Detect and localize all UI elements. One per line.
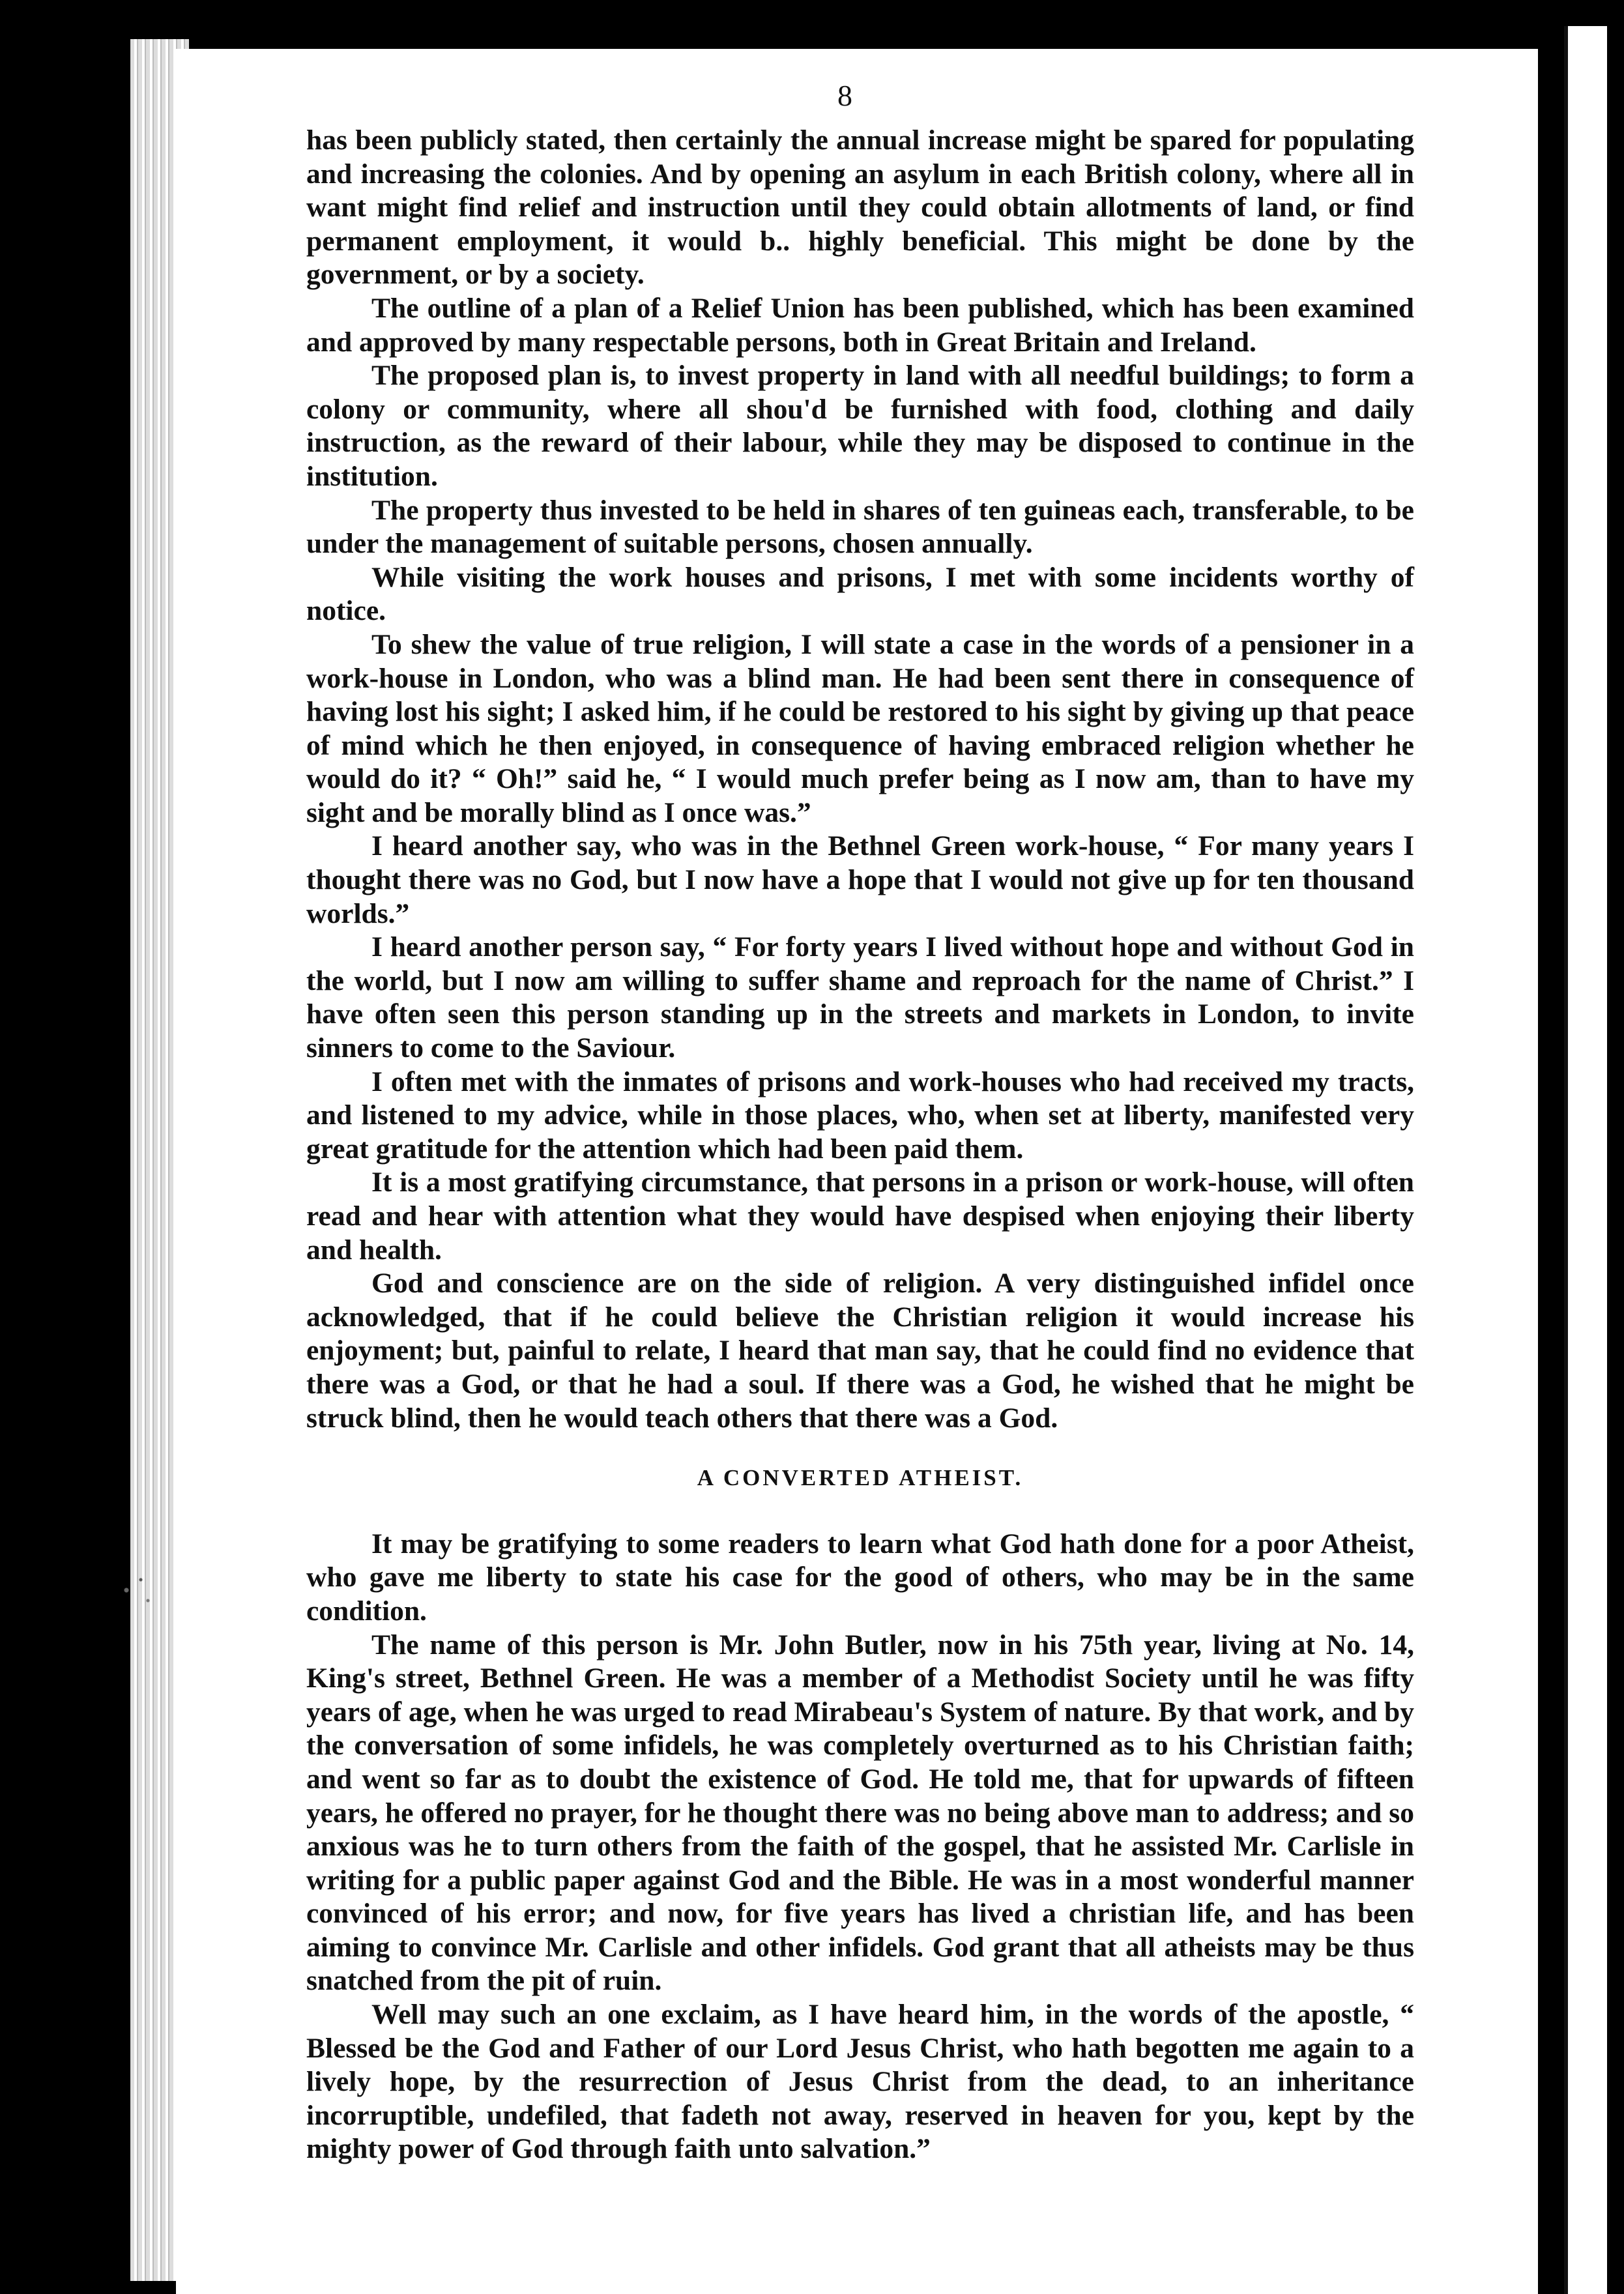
paragraph: has been publicly stated, then certainly the annual increase might be spared for populating and increasing the colonies. And by opening an asylum in each British colony, where all in want might find relief and instruction until they could obtain allotments of land, or find permanent employment, it would b.. highly beneficial. This might be done by the government, or by a society. xyxy=(306,124,1414,291)
paragraph: The property thus invested to be held in shares of ten guineas each, transferable, to be under the management of suitable persons, chosen annually. xyxy=(306,494,1414,560)
paragraph: It is a most gratifying circumstance, that persons in a prison or work-house, will often read and hear with attention what they would have despised when enjoying their liberty and health. xyxy=(306,1167,1414,1266)
page-text xyxy=(306,124,1414,2166)
section-heading: A CONVERTED ATHEIST. xyxy=(697,1465,1024,1491)
paragraph: I heard another say, who was in the Bethnel Green work-house, “ For many years I thought there was no God, but I now have a hope that I would not give up for ten thousand worlds.” xyxy=(306,830,1414,929)
paragraph: The outline of a plan of a Relief Union has been published, which has been examined and approved by many respectable persons, both in Great Britain and Ireland. xyxy=(306,292,1414,358)
page-number: 8 xyxy=(837,79,852,112)
paragraph: I heard another person say, “ For forty years I lived without hope and without God in the world, but I now am willing to suffer shame and reproach for the name of Christ.” I have often seen this person standing up in the streets and markets in London, to invite sinners to come to the Saviour. xyxy=(306,931,1414,1064)
paragraph: The proposed plan is, to invest property in land with all needful buildings; to form a colony or community, where all shou'd be furnished with food, clothing and daily instruction, as the reward of their labour, while they may be disposed to continue in the institution. xyxy=(306,360,1414,492)
paragraph: It may be gratifying to some readers to learn what God hath done for a poor Atheist, who gave me liberty to state his case for the good of others, who may be in the same condition. xyxy=(306,1528,1414,1627)
paragraph: Well may such an one exclaim, as I have heard him, in the words of the apostle, “ Blessed be the God and Father of our Lord Jesus Christ, who hath begotten me again to a lively hope, by the resurrection of Jesus Christ from the dead, to an inheritance incorruptible, undefiled, that fadeth not away, reserved in heaven for you, kept by the mighty power of God through faith unto salvation.” xyxy=(306,1999,1414,2165)
paragraph: To shew the value of true religion, I will state a case in the words of a pensioner in a work-house in London, who was a blind man. He had been sent there in consequence of having lost his sight; I asked him, if he could be restored to his sight by giving up that peace of mind which he then enjoyed, in consequence of having embraced religion whether he would do it? “ Oh!” said he, “ I would much prefer being as I now am, than to have my sight and be morally blind as I once was.” xyxy=(306,628,1414,828)
paragraph: God and conscience are on the side of religion. A very distinguished infidel once acknowledged, that if he could believe the Christian religion it would increase his enjoyment; but, painful to relate, I heard that man say, that he could find no evidence that there was a God, or that he had a soul. If there was a God, he wished that he might be struck blind, then he would teach others that there was a God. xyxy=(306,1268,1414,1434)
paragraph: I often met with the inmates of prisons and work-houses who had received my tracts, and listened to my advice, while in those places, who, when set at liberty, manifested very great gratitude for the attention which had been paid them. xyxy=(306,1066,1414,1165)
facing-page-edge xyxy=(1564,26,1607,2294)
paragraph: While visiting the work houses and prisons, I met with some incidents worthy of notice. xyxy=(306,561,1414,627)
scan-noise xyxy=(98,1564,169,1616)
paragraph: The name of this person is Mr. John Butler, now in his 75th year, living at No. 14, King's street, Bethnel Green. He was a member of a Methodist Society until he was fifty years of age, when he was urged to read Mirabeau's System of nature. By that work, and by the conversation of some infidels, he was completely overturned as to his Christian faith; and went so far as to doubt the existence of God. He told me, that for upwards of fifteen years, he offered no prayer, for he thought there was no being above man to address; and so anxious was he to turn others from the faith of the gospel, that he assisted Mr. Carlisle in writing for a public paper against God and the Bible. He was in a most wonderful manner convinced of his error; and now, for five years has lived a christian life, and has been aiming to convince Mr. Carlisle and other infidels. God grant that all atheists may be thus snatched from the pit of ruin. xyxy=(306,1629,1414,1997)
